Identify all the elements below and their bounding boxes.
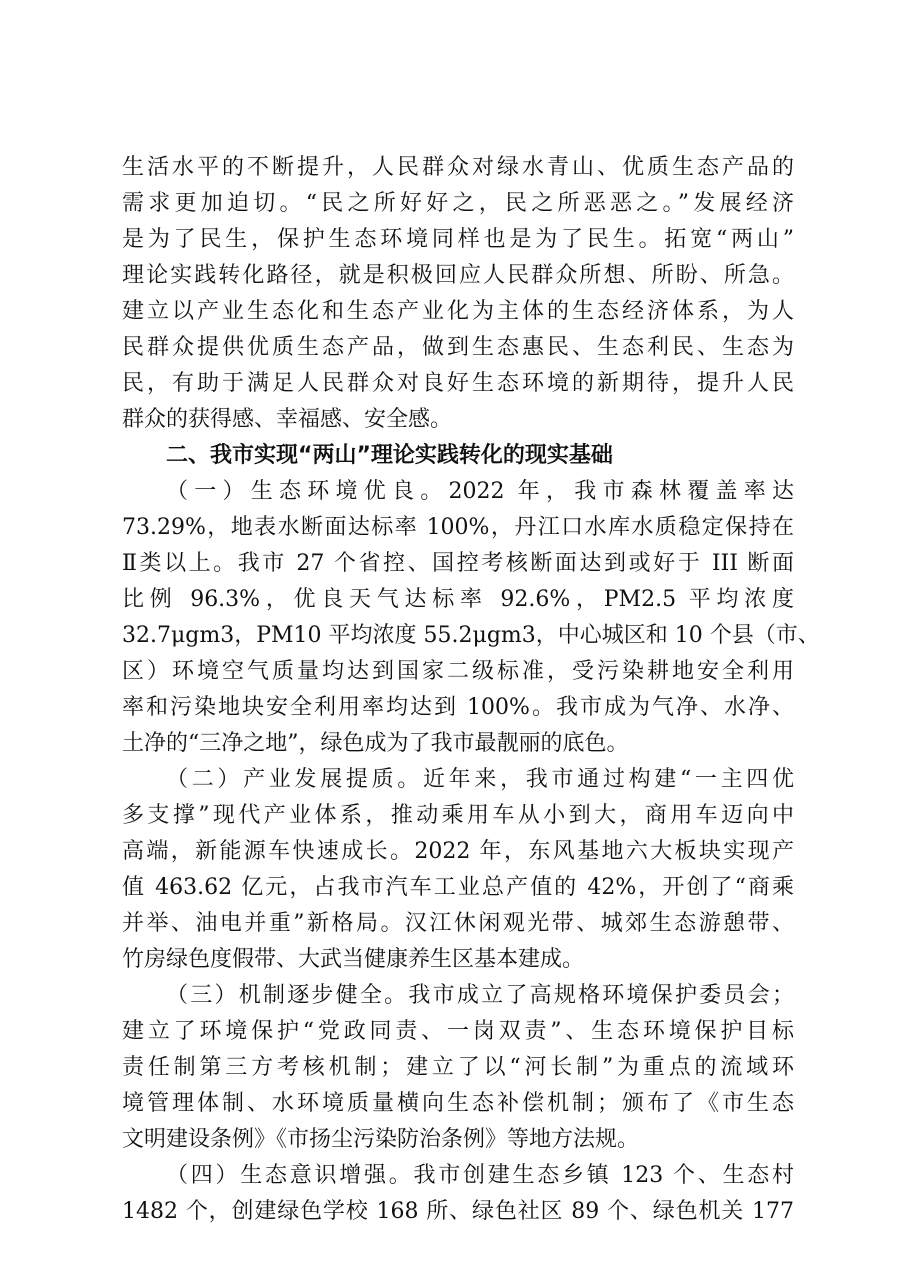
paragraph-line: 多支撑”现代产业体系，推动乘用车从小到大，商用车迈向中 bbox=[122, 803, 794, 828]
paragraph-line: 高端，新能源车快速成长。2022 年，东风基地六大板块实现产 bbox=[122, 839, 794, 864]
paragraph-line: 文明建设条例》《市扬尘污染防治条例》等地方法规。 bbox=[122, 1127, 640, 1152]
paragraph-line: 率和污染地块安全利用率均达到 100%。我市成为气净、水净、 bbox=[122, 695, 794, 720]
paragraph-line: 民群众提供优质生态产品，做到生态惠民、生态利民、生态为 bbox=[122, 335, 794, 360]
paragraph-line: （一）生态环境优良。2022 年，我市森林覆盖率达 bbox=[166, 479, 794, 504]
document-body bbox=[122, 150, 820, 1230]
paragraph-line: 是为了民生，保护生态环境同样也是为了民生。拓宽“两山” bbox=[122, 227, 794, 252]
paragraph-line: 73.29%，地表水断面达标率 100%，丹江口水库水质稳定保持在 bbox=[122, 515, 794, 540]
paragraph-line: 理论实践转化路径，就是积极回应人民群众所想、所盼、所急。 bbox=[122, 263, 794, 288]
paragraph-line: （四）生态意识增强。我市创建生态乡镇 123 个、生态村 bbox=[166, 1163, 794, 1188]
paragraph-line: 建立以产业生态化和生态产业化为主体的生态经济体系，为人 bbox=[122, 299, 794, 324]
paragraph-line: 1482 个，创建绿色学校 168 所、绿色社区 89 个、绿色机关 177 bbox=[122, 1199, 794, 1224]
paragraph-line: 土净的“三净之地”，绿色成为了我市最靓丽的底色。 bbox=[122, 731, 629, 756]
paragraph-line: 竹房绿色度假带、大武当健康养生区基本建成。 bbox=[122, 947, 585, 972]
paragraph-line: 值 463.62 亿元，占我市汽车工业总产值的 42%，开创了“商乘 bbox=[122, 875, 794, 900]
paragraph-line: （三）机制逐步健全。我市成立了高规格环境保护委员会； bbox=[166, 983, 794, 1008]
paragraph-line: 境管理体制、水环境质量横向生态补偿机制；颁布了《市生态 bbox=[122, 1091, 794, 1116]
paragraph-line: 32.7μgm3，PM10 平均浓度 55.2μgm3，中心城区和 10 个县（市、 bbox=[122, 623, 820, 648]
paragraph-line: （二）产业发展提质。近年来，我市通过构建“一主四优 bbox=[166, 767, 794, 792]
paragraph-line: 责任制第三方考核机制；建立了以“河长制”为重点的流域环 bbox=[122, 1055, 794, 1080]
paragraph-line: 建立了环境保护“党政同责、一岗双责”、生态环境保护目标 bbox=[122, 1019, 794, 1044]
paragraph-line: 需求更加迫切。“民之所好好之，民之所恶恶之。”发展经济 bbox=[122, 191, 794, 216]
paragraph-line: 群众的获得感、幸福感、安全感。 bbox=[122, 407, 453, 432]
paragraph-line: 民，有助于满足人民群众对良好生态环境的新期待，提升人民 bbox=[122, 371, 794, 396]
paragraph-line: Ⅱ类以上。我市 27 个省控、国控考核断面达到或好于 III 断面 bbox=[122, 551, 794, 576]
paragraph-line: 并举、油电并重”新格局。汉江休闲观光带、城郊生态游憩带、 bbox=[122, 911, 794, 936]
paragraph-line: 比例 96.3%，优良天气达标率 92.6%，PM2.5 平均浓度 bbox=[122, 587, 794, 612]
section-heading: 二、我市实现“两山”理论实践转化的现实基础 bbox=[166, 443, 613, 468]
paragraph-line: 生活水平的不断提升，人民群众对绿水青山、优质生态产品的 bbox=[122, 155, 794, 180]
paragraph-line: 区）环境空气质量均达到国家二级标准，受污染耕地安全利用 bbox=[122, 659, 794, 684]
